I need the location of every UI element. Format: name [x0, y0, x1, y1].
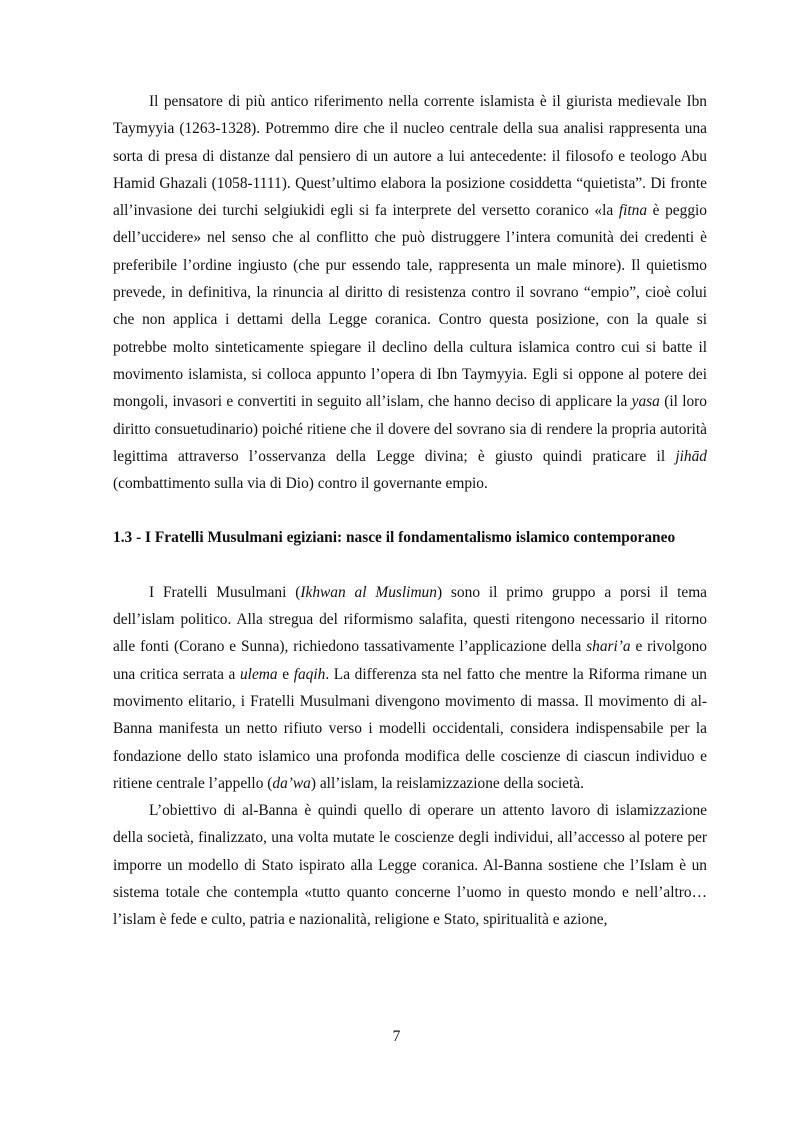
text-run: Il pensatore di più antico riferimento nella corrente islamista è il giurista medievale Ibn Taymyyia (1263-1328). Potremmo dire che il nucleo centrale della sua analisi rappresenta una sorta di presa di distanze dal pensiero di un autore a lui antecedente: il filosofo e teologo Abu Hamid Ghazali (1058-1111). Quest’ultimo elabora la posizione cosiddetta “quietista”. Di fronte all’invasione dei turchi selgiukidi egli si fa interprete del versetto coranico «la	[113, 93, 707, 220]
paragraph-ibn-taymyyia	[113, 88, 707, 497]
italic-term: fitna	[618, 202, 648, 220]
paragraph-al-banna: L’obiettivo di al-Banna è quindi quello di operare un attento lavoro di islamizzazione della società, finalizzato, una volta mutate le coscienze degli individui, all’accesso al potere per imporre un modello di Stato ispirato alla Legge coranica. Al-Banna sostiene che l’Islam è un sistema totale che contempla «tutto quanto concerne l’uomo in questo mondo e nell’altro…l’islam è fede e culto, patria e nazionalità, religione e Stato, spiritualità e azione,	[113, 802, 707, 929]
italic-term: da’wa	[272, 774, 311, 792]
italic-term: yasa	[631, 393, 660, 411]
text-run: ) all’islam, la reislamizzazione della società.	[310, 774, 584, 792]
text-run: e	[277, 665, 294, 683]
page-number: 7	[392, 1028, 401, 1045]
text-run: . La differenza sta nel fatto che mentre la Riforma rimane un movimento elitario, i Fratelli Musulmani divengono movimento di massa. Il movimento di al-Banna manifesta un netto rifiuto verso i modelli occidentali, considera indispensabile per la fondazione dello stato islamico una profonda modifica delle coscienze di ciascun individuo e ritiene centrale l’appello (	[113, 665, 708, 792]
italic-term: ulema	[239, 665, 278, 683]
text-run: I Fratelli Musulmani (	[149, 583, 301, 601]
paragraph-fratelli-musulmani	[113, 579, 707, 797]
italic-term: shari’a	[586, 638, 631, 656]
document-page	[113, 88, 707, 934]
section-heading: 1.3 - I Fratelli Musulmani egiziani: nasce il fondamentalismo islamico contemporaneo	[113, 529, 676, 547]
italic-term: faqih	[293, 665, 326, 683]
italic-term: Ikhwan al Muslimun	[300, 583, 437, 601]
italic-term: jihād	[675, 447, 707, 465]
text-run: e rivolgono una critica serrata a	[113, 638, 707, 683]
text-run: (il loro diritto consuetudinario) poiché ritiene che il dovere del sovrano sia di rendere la propria autorità legittima attraverso l’osservanza della Legge divina; è giusto quindi praticare il	[113, 393, 707, 465]
text-run: ) sono il primo gruppo a porsi il tema dell’islam politico. Alla stregua del riformismo salafita, questi ritengono necessario il ritorno alle fonti (Corano e Sunna), richiedono tassativamente l’applicazione della	[113, 583, 707, 656]
text-run: (combattimento sulla via di Dio) contro il governante empio.	[113, 475, 488, 493]
text-run: è peggio dell’uccidere» nel senso che al conflitto che può distruggere l’intera comunità dei credenti è preferibile l’ordine ingiusto (che pur essendo tale, rappresenta un male minore). Il quietismo prevede, in definitiva, la rinuncia al diritto di resistenza contro il sovrano “empio”, cioè colui che non applica i dettami della Legge coranica. Contro questa posizione, con la quale si potrebbe molto sinteticamente spiegare il declino della cultura islamica contro cui si batte il movimento islamista, si colloca appunto l’opera di Ibn Taymyyia. Egli si oppone al potere dei mongoli, invasori e convertiti in seguito all’islam, che hanno deciso di applicare la	[113, 202, 707, 411]
